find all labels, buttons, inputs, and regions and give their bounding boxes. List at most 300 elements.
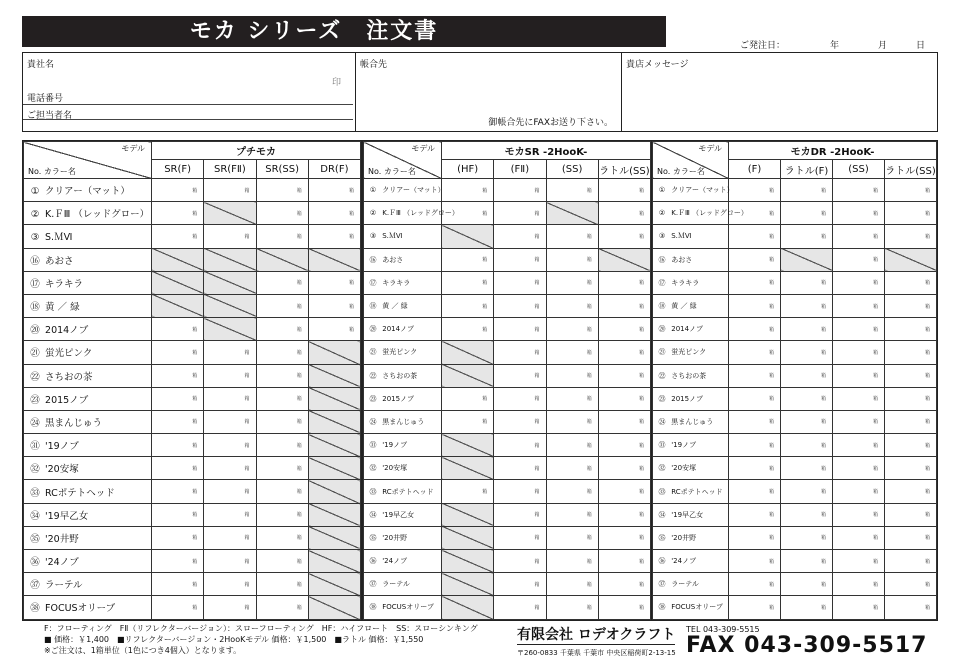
color-name-cell [653,341,729,364]
quantity-cell[interactable]: 箱 [546,341,598,364]
quantity-cell[interactable]: 箱 [729,573,781,596]
quantity-cell[interactable]: 箱 [833,202,885,225]
quantity-cell[interactable]: 箱 [546,550,598,573]
quantity-cell[interactable]: 箱 [494,364,546,387]
color-name-cell [364,550,442,573]
color-number: ⑯ [30,255,40,267]
table-row [24,341,361,364]
color-name-cell [24,271,152,294]
color-number: ㊲ [30,580,40,592]
quantity-cell[interactable]: 箱 [546,318,598,341]
quantity-cell[interactable]: 箱 [885,550,937,573]
quantity-cell[interactable]: 箱 [442,410,494,433]
quantity-cell[interactable]: 箱 [885,294,937,317]
table-row [364,387,651,410]
order-date-day: 日 [916,41,926,51]
color-name-cell [364,387,442,410]
quantity-cell[interactable]: 箱 [729,457,781,480]
quantity-cell[interactable]: 箱 [598,550,650,573]
color-name: 黄 ／ 緑 [671,302,697,311]
quantity-cell[interactable]: 箱 [256,457,308,480]
quantity-cell[interactable]: 箱 [546,457,598,480]
quantity-cell[interactable]: 箱 [152,550,204,573]
quantity-cell[interactable]: 箱 [256,596,308,619]
quantity-cell[interactable]: 箱 [494,225,546,248]
color-name-cell [24,179,152,202]
table-row [653,573,937,596]
quantity-cell[interactable]: 箱 [833,341,885,364]
quantity-cell[interactable]: 箱 [833,596,885,619]
corner-model-label: モデル [698,144,722,153]
quantity-cell[interactable]: 箱 [781,225,833,248]
quantity-cell[interactable]: 箱 [546,434,598,457]
table-row [24,596,361,619]
quantity-cell[interactable]: 箱 [152,225,204,248]
quantity-cell[interactable]: 箱 [442,179,494,202]
quantity-cell[interactable]: 箱 [152,480,204,503]
color-number: ⑰ [369,278,377,287]
quantity-cell[interactable]: 箱 [833,573,885,596]
quantity-cell[interactable]: 箱 [885,341,937,364]
quantity-cell[interactable]: 箱 [546,248,598,271]
quantity-cell[interactable]: 箱 [729,550,781,573]
quantity-cell[interactable]: 箱 [546,410,598,433]
color-name: 黄 ／ 緑 [382,302,408,311]
table-row [653,364,937,387]
quantity-cell[interactable]: 箱 [781,457,833,480]
quantity-cell[interactable]: 箱 [781,410,833,433]
color-name-cell [364,179,445,202]
quantity-cell[interactable]: 箱 [256,225,308,248]
quantity-cell[interactable]: 箱 [256,341,308,364]
quantity-cell[interactable]: 箱 [729,248,781,271]
corner-color-label: No. カラー名 [368,167,416,176]
quantity-cell[interactable]: 箱 [152,202,204,225]
quantity-cell[interactable]: 箱 [598,364,650,387]
table-row [364,573,651,596]
quantity-cell[interactable]: 箱 [152,434,204,457]
quantity-cell[interactable]: 箱 [152,364,204,387]
quantity-cell[interactable]: 箱 [494,596,546,619]
quantity-cell[interactable]: 箱 [494,387,546,410]
quantity-cell[interactable]: 箱 [781,318,833,341]
quantity-cell[interactable]: 箱 [204,596,256,619]
quantity-cell[interactable]: 箱 [885,387,937,410]
quantity-cell[interactable]: 箱 [308,202,360,225]
color-name-cell [24,225,152,248]
quantity-cell[interactable]: 箱 [494,248,546,271]
quantity-cell[interactable]: 箱 [256,550,308,573]
quantity-cell[interactable]: 箱 [833,480,885,503]
quantity-cell[interactable]: 箱 [729,596,781,619]
color-name-cell [24,526,152,549]
quantity-cell[interactable]: 箱 [494,179,546,202]
quantity-cell[interactable]: 箱 [729,480,781,503]
quantity-cell[interactable]: 箱 [204,225,256,248]
quantity-cell[interactable]: 箱 [833,294,885,317]
quantity-cell[interactable]: 箱 [442,271,494,294]
quantity-cell[interactable]: 箱 [729,341,781,364]
quantity-cell[interactable]: 箱 [598,179,650,202]
table-row [653,596,937,619]
model-name: モカSR -2HooK- [442,142,651,160]
color-name: 黒まんじゅう [671,417,714,426]
quantity-cell[interactable]: 箱 [833,387,885,410]
corner-header [24,142,152,179]
table-row [24,179,361,202]
quantity-cell[interactable]: 箱 [256,271,308,294]
quantity-cell[interactable]: 箱 [204,457,256,480]
quantity-cell[interactable]: 箱 [442,480,494,503]
quantity-cell[interactable]: 箱 [494,294,546,317]
table-row [364,410,651,433]
quantity-cell[interactable]: 箱 [729,434,781,457]
quantity-cell[interactable]: 箱 [729,503,781,526]
color-name-cell [24,318,152,341]
color-name: '20井野 [382,533,408,542]
quantity-cell[interactable]: 箱 [598,480,650,503]
color-number: ㊱ [30,557,40,569]
table-row [24,573,361,596]
quantity-cell[interactable]: 箱 [494,457,546,480]
quantity-cell[interactable]: 箱 [152,596,204,619]
quantity-cell[interactable]: 箱 [833,410,885,433]
color-number: ㉟ [658,533,666,542]
variant-header: (SS) [546,160,598,179]
quantity-cell[interactable]: 箱 [729,202,781,225]
quantity-cell[interactable]: 箱 [152,387,204,410]
quantity-cell[interactable]: 箱 [546,225,598,248]
quantity-cell[interactable]: 箱 [152,410,204,433]
quantity-cell[interactable]: 箱 [781,294,833,317]
color-name: キラキラ [382,278,411,287]
color-name: '19早乙女 [671,510,704,519]
quantity-cell[interactable]: 箱 [546,364,598,387]
quantity-cell[interactable]: 箱 [885,596,937,619]
color-number: ㉛ [30,441,40,453]
quantity-cell[interactable]: 箱 [729,179,781,202]
quantity-cell[interactable]: 箱 [152,457,204,480]
color-number: ㉞ [658,510,666,519]
color-name: '19ノブ [45,441,79,453]
quantity-cell[interactable]: 箱 [885,179,937,202]
color-name-cell [364,526,442,549]
quantity-cell[interactable]: 箱 [598,503,650,526]
color-number: ② [30,209,40,221]
quantity-cell[interactable]: 箱 [729,387,781,410]
quantity-cell[interactable]: 箱 [308,294,360,317]
table-row [364,248,651,271]
quantity-cell[interactable]: 箱 [204,387,256,410]
quantity-cell[interactable]: 箱 [781,434,833,457]
color-name-cell [653,271,729,294]
quantity-cell[interactable]: 箱 [546,271,598,294]
quantity-cell[interactable]: 箱 [833,364,885,387]
table-row [364,596,651,619]
company-address: 〒260-0833 千葉県 千葉市 中央区稲荷町2-13-15 [517,649,676,657]
color-number: ③ [369,232,377,241]
unavailable-cell [885,248,937,271]
color-name-cell [24,341,152,364]
quantity-cell[interactable]: 箱 [152,179,204,202]
quantity-cell[interactable]: 箱 [781,387,833,410]
quantity-cell[interactable]: 箱 [256,503,308,526]
order-date-year: 年 [830,41,840,51]
quantity-cell[interactable]: 箱 [833,503,885,526]
order-table-petit-moka [22,140,362,621]
quantity-cell[interactable]: 箱 [598,596,650,619]
quantity-cell[interactable]: 箱 [598,271,650,294]
person-label: ご担当者名 [27,111,73,121]
unavailable-cell [308,480,360,503]
color-name: さちおの茶 [382,371,418,380]
quantity-cell[interactable]: 箱 [729,318,781,341]
quantity-cell[interactable]: 箱 [204,179,256,202]
quantity-cell[interactable]: 箱 [598,341,650,364]
quantity-cell[interactable]: 箱 [729,526,781,549]
unavailable-cell [256,248,308,271]
quantity-cell[interactable]: 箱 [885,503,937,526]
table-row [653,457,937,480]
color-name-cell [24,596,152,619]
quantity-cell[interactable]: 箱 [781,480,833,503]
quantity-cell[interactable]: 箱 [885,202,937,225]
quantity-cell[interactable]: 箱 [256,434,308,457]
quantity-cell[interactable]: 箱 [256,526,308,549]
quantity-cell[interactable]: 箱 [598,434,650,457]
quantity-cell[interactable]: 箱 [256,573,308,596]
color-name-cell [653,294,729,317]
quantity-cell[interactable]: 箱 [204,480,256,503]
quantity-cell[interactable]: 箱 [781,202,833,225]
quantity-cell[interactable]: 箱 [885,573,937,596]
quantity-cell[interactable]: 箱 [308,318,360,341]
quantity-cell[interactable]: 箱 [729,410,781,433]
color-number: ㉝ [369,487,377,496]
table-row [24,318,361,341]
quantity-cell[interactable]: 箱 [598,294,650,317]
quantity-cell[interactable]: 箱 [833,526,885,549]
unavailable-cell [308,573,360,596]
order-table-moka-dr [651,140,938,621]
quantity-cell[interactable]: 箱 [546,179,598,202]
quantity-cell[interactable]: 箱 [781,271,833,294]
quantity-cell[interactable]: 箱 [729,225,781,248]
color-number: ㊳ [658,603,666,612]
quantity-cell[interactable]: 箱 [152,526,204,549]
table-row [364,294,651,317]
quantity-cell[interactable]: 箱 [598,526,650,549]
color-number: ㉓ [369,394,377,403]
color-name-cell [653,387,729,410]
quantity-cell[interactable]: 箱 [781,550,833,573]
color-name: K.ＦⅢ （レッドグロー） [382,209,459,218]
quantity-cell[interactable]: 箱 [152,573,204,596]
quantity-cell[interactable]: 箱 [494,503,546,526]
quantity-cell[interactable]: 箱 [885,318,937,341]
quantity-cell[interactable]: 箱 [833,550,885,573]
quantity-cell[interactable]: 箱 [833,457,885,480]
quantity-cell[interactable]: 箱 [833,179,885,202]
unavailable-cell [204,318,256,341]
quantity-cell[interactable]: 箱 [781,573,833,596]
unavailable-cell [442,526,494,549]
quantity-cell[interactable]: 箱 [494,550,546,573]
quantity-cell[interactable]: 箱 [598,318,650,341]
color-number: ② [658,209,666,218]
company-fax: FAX 043-309-5517 [686,633,928,658]
quantity-cell[interactable]: 箱 [885,225,937,248]
color-number: ㉜ [369,464,377,473]
quantity-cell[interactable]: 箱 [833,434,885,457]
quantity-cell[interactable]: 箱 [781,503,833,526]
quantity-cell[interactable]: 箱 [494,480,546,503]
company-name: 有限会社 ロデオクラフト [517,624,675,645]
color-name-cell [24,457,152,480]
corner-model-label: モデル [411,144,435,153]
quantity-cell[interactable]: 箱 [833,225,885,248]
quantity-cell[interactable]: 箱 [442,294,494,317]
quantity-cell[interactable]: 箱 [256,318,308,341]
quantity-cell[interactable]: 箱 [442,248,494,271]
quantity-cell[interactable]: 箱 [781,179,833,202]
color-number: ㉜ [30,464,40,476]
quantity-cell[interactable]: 箱 [729,271,781,294]
table-row [364,318,651,341]
quantity-cell[interactable]: 箱 [204,503,256,526]
quantity-cell[interactable]: 箱 [546,387,598,410]
quantity-cell[interactable]: 箱 [885,410,937,433]
quantity-cell[interactable]: 箱 [308,179,360,202]
quantity-cell[interactable]: 箱 [256,410,308,433]
quantity-cell[interactable]: 箱 [152,503,204,526]
quantity-cell[interactable]: 箱 [781,526,833,549]
quantity-cell[interactable]: 箱 [598,387,650,410]
order-date-label: ご発注日： [740,41,786,51]
quantity-cell[interactable]: 箱 [546,526,598,549]
quantity-cell[interactable]: 箱 [204,550,256,573]
color-name: S.ＭⅥ [671,232,692,241]
quantity-cell[interactable]: 箱 [598,410,650,433]
quantity-cell[interactable]: 箱 [885,271,937,294]
color-number: ① [658,186,666,195]
quantity-cell[interactable]: 箱 [308,271,360,294]
quantity-cell[interactable]: 箱 [546,294,598,317]
unavailable-cell [308,526,360,549]
quantity-cell[interactable]: 箱 [598,573,650,596]
quantity-cell[interactable]: 箱 [494,202,546,225]
quantity-cell[interactable]: 箱 [833,248,885,271]
table-row [364,503,651,526]
quantity-cell[interactable]: 箱 [833,271,885,294]
quantity-cell[interactable]: 箱 [256,202,308,225]
color-name: ラーテル [382,580,410,589]
quantity-cell[interactable]: 箱 [598,225,650,248]
color-number: ㉛ [658,441,666,450]
quantity-cell[interactable]: 箱 [546,573,598,596]
color-number: ㉑ [369,348,377,357]
color-name: '19ノブ [382,441,408,450]
quantity-cell[interactable]: 箱 [494,410,546,433]
quantity-cell[interactable]: 箱 [442,387,494,410]
quantity-cell[interactable]: 箱 [204,526,256,549]
table-row [24,434,361,457]
quantity-cell[interactable]: 箱 [885,364,937,387]
order-date-month: 月 [878,41,888,51]
order-note: ※ご注文は、1箱単位（1色につき4個入）となります。 [44,646,242,655]
quantity-cell[interactable]: 箱 [256,480,308,503]
quantity-cell[interactable]: 箱 [308,225,360,248]
quantity-cell[interactable]: 箱 [885,526,937,549]
quantity-cell[interactable]: 箱 [598,202,650,225]
quantity-cell[interactable]: 箱 [885,480,937,503]
unavailable-cell [308,503,360,526]
quantity-cell[interactable]: 箱 [494,526,546,549]
color-name-cell [653,318,729,341]
quantity-cell[interactable]: 箱 [494,573,546,596]
quantity-cell[interactable]: 箱 [494,271,546,294]
quantity-cell[interactable]: 箱 [204,341,256,364]
unavailable-cell [308,457,360,480]
color-name: '20井野 [45,533,79,545]
color-name: S.ＭⅥ [45,232,73,244]
quantity-cell[interactable]: 箱 [494,434,546,457]
quantity-cell[interactable]: 箱 [546,503,598,526]
color-number: ⑱ [369,302,377,311]
quantity-cell[interactable]: 箱 [729,294,781,317]
quantity-cell[interactable]: 箱 [781,596,833,619]
quantity-cell[interactable]: 箱 [256,387,308,410]
quantity-cell[interactable]: 箱 [546,596,598,619]
table-row [653,225,937,248]
quantity-cell[interactable]: 箱 [152,341,204,364]
quantity-cell[interactable]: 箱 [781,341,833,364]
quantity-cell[interactable]: 箱 [781,364,833,387]
color-name-cell [653,364,729,387]
quantity-cell[interactable]: 箱 [204,573,256,596]
quantity-cell[interactable]: 箱 [256,179,308,202]
corner-header [653,142,729,179]
quantity-cell[interactable]: 箱 [204,410,256,433]
quantity-cell[interactable]: 箱 [442,202,494,225]
table-row [364,225,651,248]
variant-header: ラトル(F) [781,160,833,179]
quantity-cell[interactable]: 箱 [204,364,256,387]
quantity-cell[interactable]: 箱 [442,318,494,341]
unavailable-cell [442,573,494,596]
quantity-cell[interactable]: 箱 [152,318,204,341]
quantity-cell[interactable]: 箱 [204,434,256,457]
quantity-cell[interactable]: 箱 [885,457,937,480]
corner-header [364,142,442,179]
quantity-cell[interactable]: 箱 [885,434,937,457]
color-number: ⑯ [369,255,377,264]
quantity-cell[interactable]: 箱 [494,318,546,341]
table-row [653,248,937,271]
quantity-cell[interactable]: 箱 [546,480,598,503]
quantity-cell[interactable]: 箱 [729,364,781,387]
table-row [653,318,937,341]
quantity-cell[interactable]: 箱 [833,318,885,341]
quantity-cell[interactable]: 箱 [598,457,650,480]
unavailable-cell [442,341,494,364]
color-number: ㉓ [30,394,40,406]
quantity-cell[interactable]: 箱 [256,364,308,387]
quantity-cell[interactable]: 箱 [256,294,308,317]
quantity-cell[interactable]: 箱 [494,341,546,364]
color-number: ③ [30,232,40,244]
color-name: キラキラ [671,278,700,287]
